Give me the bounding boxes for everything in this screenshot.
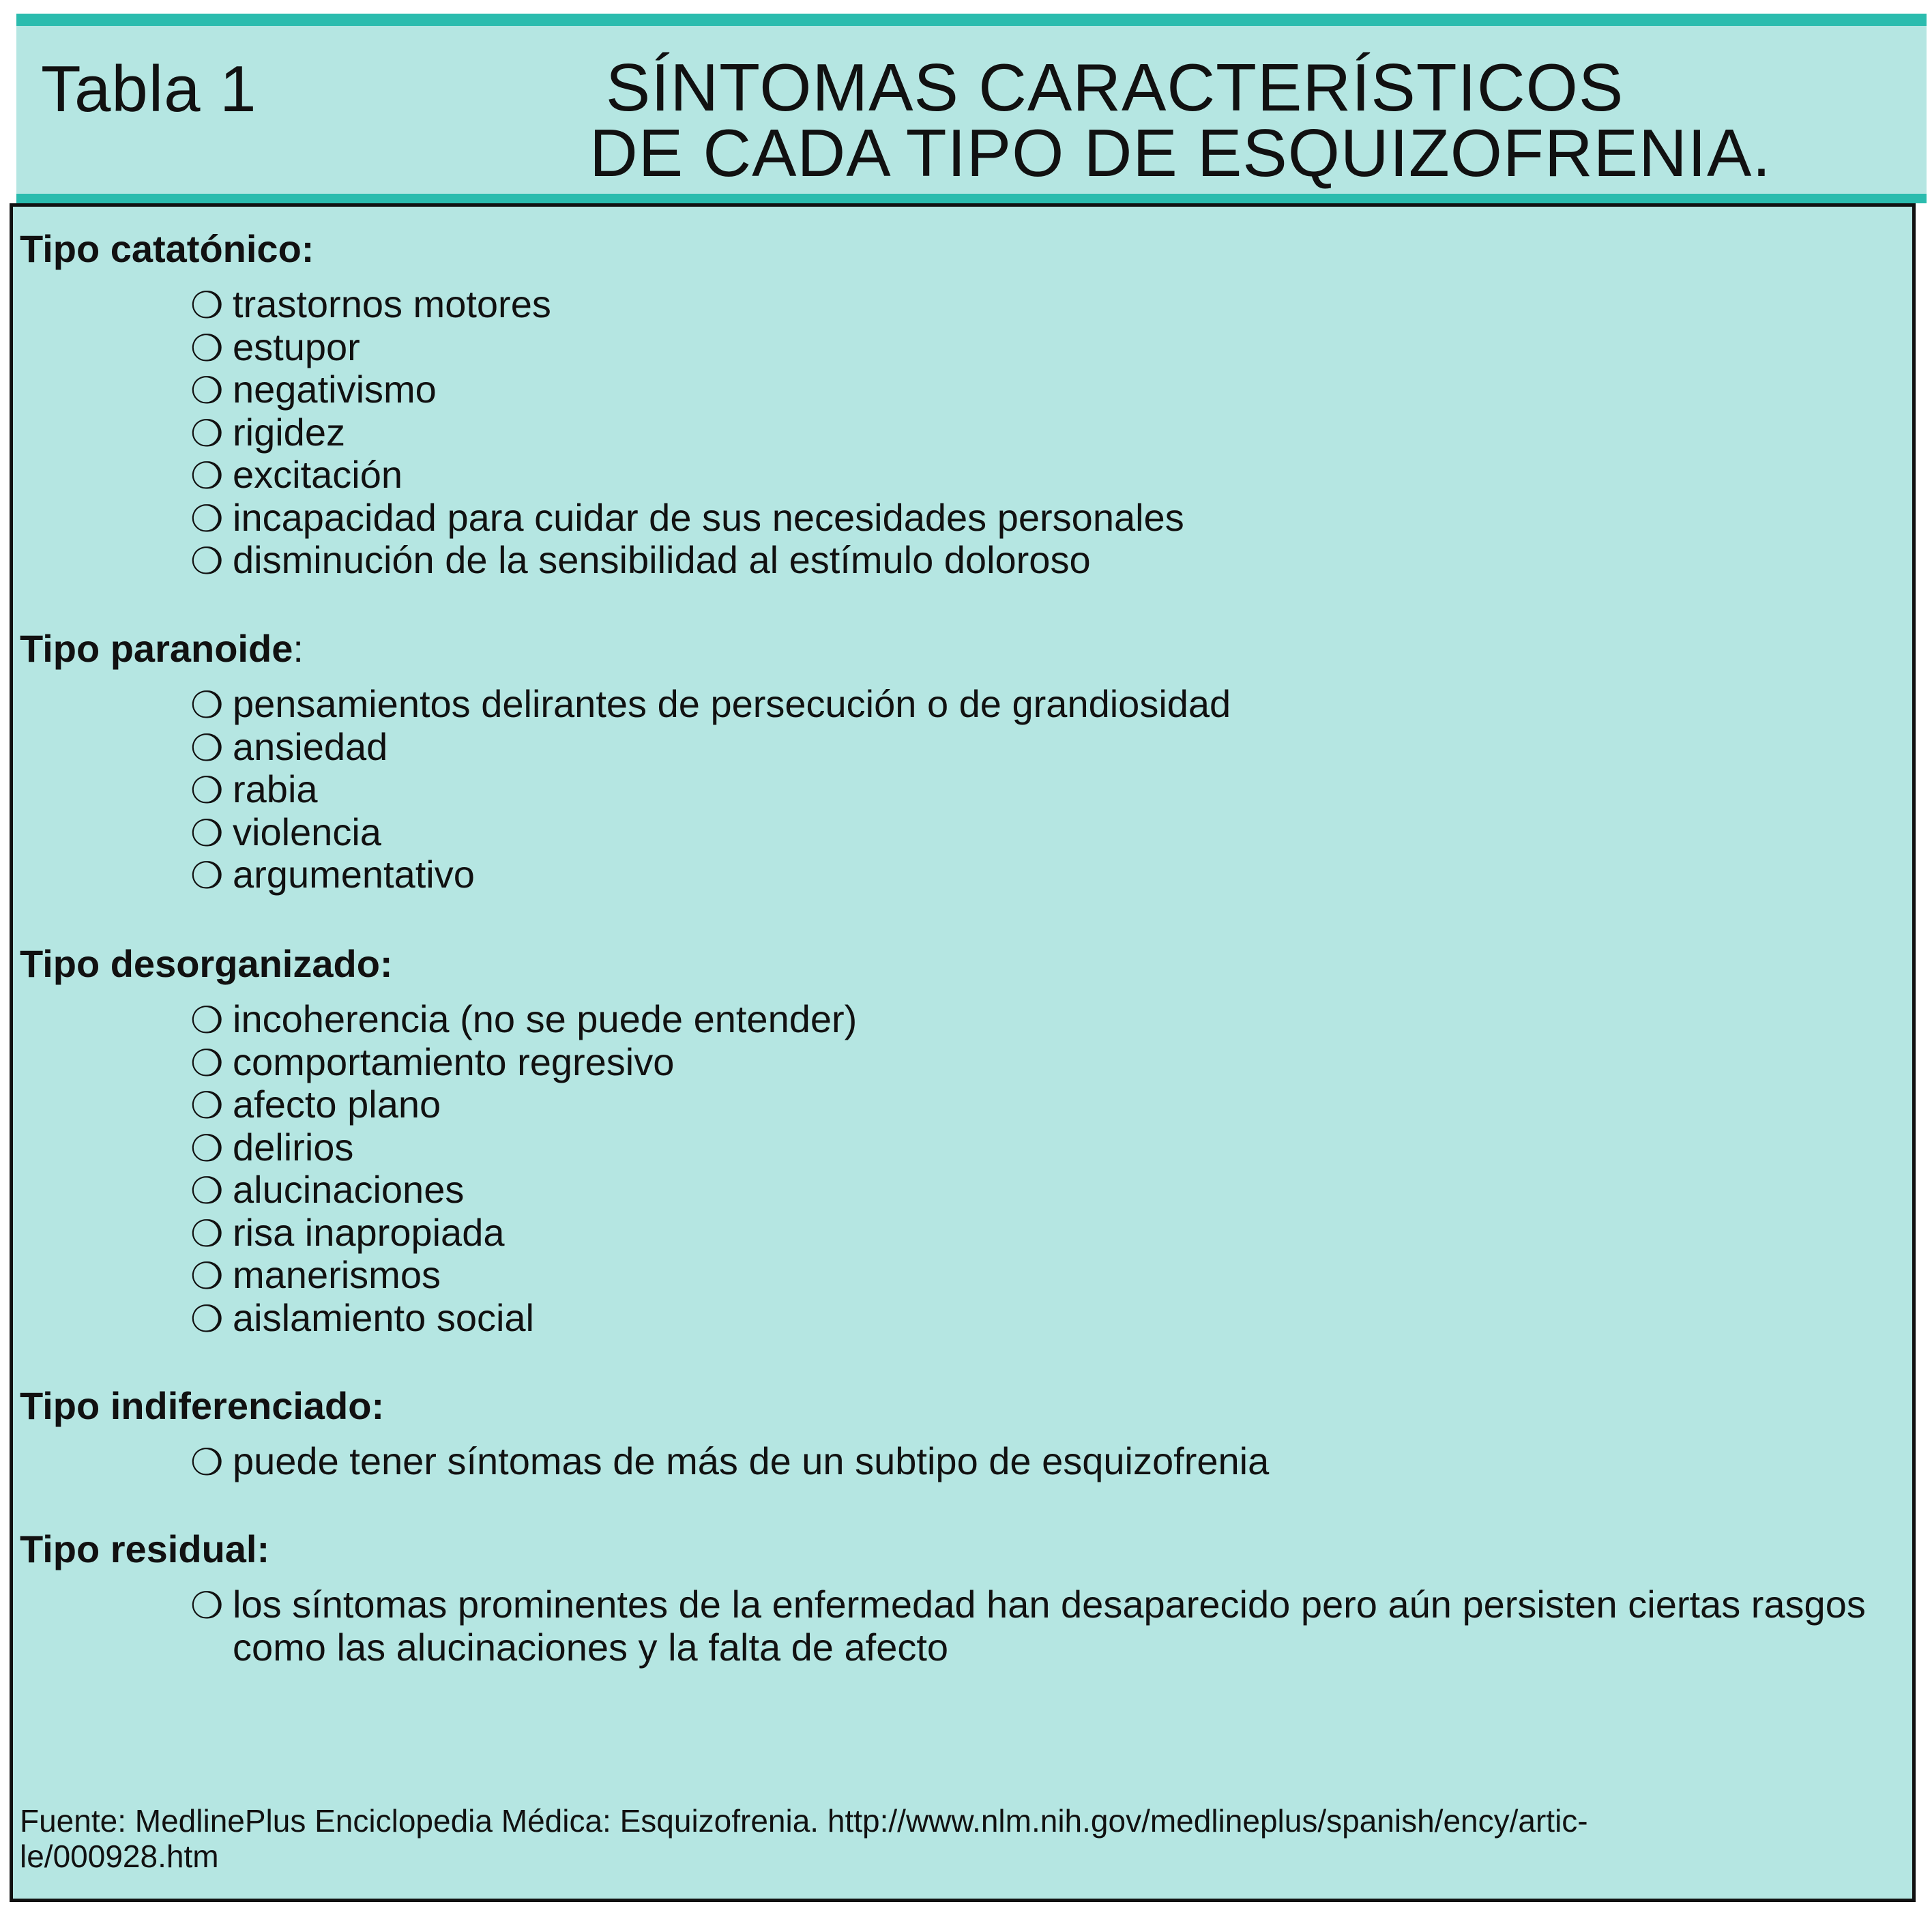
list-item: ❍ comportamiento regresivo	[190, 1040, 675, 1085]
list-item: ❍ rigidez	[190, 410, 345, 455]
table-label: Tabla 1	[41, 53, 257, 126]
circle-bullet-icon: ❍	[190, 1084, 224, 1127]
table-header	[16, 14, 1927, 203]
circle-bullet-icon: ❍	[190, 769, 224, 812]
list-item: ❍ rabia	[190, 767, 318, 812]
list-item: ❍ estupor	[190, 325, 360, 370]
circle-bullet-icon: ❍	[190, 1441, 224, 1484]
list-item: ❍ trastornos motores	[190, 282, 551, 327]
circle-bullet-icon: ❍	[190, 369, 224, 412]
list-item: ❍ incoherencia (no se puede entender)	[190, 997, 858, 1042]
circle-bullet-icon: ❍	[190, 1255, 224, 1298]
list-item: ❍ pensamientos delirantes de persecución o de grandiosidad	[190, 682, 1231, 727]
circle-bullet-icon: ❍	[190, 726, 224, 770]
section-paranoide	[20, 627, 1903, 896]
list-item: ❍ risa inapropiada	[190, 1210, 505, 1255]
section-title: Tipo catatónico:	[20, 227, 314, 270]
circle-bullet-icon: ❍	[190, 411, 224, 455]
list-item: ❍ delirios	[190, 1125, 354, 1170]
table-title-line-2: DE CADA TIPO DE ESQUIZOFRENIA.	[589, 115, 1772, 190]
section-catatonico	[20, 227, 1903, 582]
section-title: Tipo paranoide:	[20, 627, 304, 670]
circle-bullet-icon: ❍	[190, 684, 224, 727]
circle-bullet-icon: ❍	[190, 999, 224, 1042]
section-title: Tipo desorganizado:	[20, 942, 393, 985]
table-title	[589, 50, 1772, 190]
list-item: ❍ violencia	[190, 810, 381, 855]
table-body	[10, 203, 1916, 1902]
section-title: Tipo residual:	[20, 1527, 270, 1570]
circle-bullet-icon: ❍	[190, 1584, 224, 1627]
list-item: ❍ manerismos	[190, 1253, 441, 1298]
circle-bullet-icon: ❍	[190, 326, 224, 370]
circle-bullet-icon: ❍	[190, 811, 224, 855]
circle-bullet-icon: ❍	[190, 854, 224, 897]
section-desorganizado	[20, 942, 1903, 1339]
list-item: ❍ argumentativo	[190, 853, 475, 897]
list-item: ❍ ansiedad	[190, 725, 388, 770]
symptom-list	[20, 998, 1903, 1339]
list-item: ❍ afecto plano	[190, 1083, 441, 1127]
list-item: ❍ alucinaciones	[190, 1168, 465, 1212]
circle-bullet-icon: ❍	[190, 1212, 224, 1255]
circle-bullet-icon: ❍	[190, 1041, 224, 1085]
section-residual	[20, 1527, 1903, 1669]
source-citation: Fuente: MedlinePlus Enciclopedia Médica: Esquizofrenia. http://www.nlm.nih.gov/medlineplus/spanish/ency/artic-le/000928.htm	[20, 1803, 1588, 1874]
symptom-list	[20, 683, 1903, 896]
list-item: ❍ puede tener síntomas de más de un subtipo de esquizofrenia	[190, 1439, 1270, 1484]
table-title-line-1: SÍNTOMAS CARACTERÍSTICOS	[605, 50, 1624, 125]
circle-bullet-icon: ❍	[190, 284, 224, 327]
section-indiferenciado	[20, 1384, 1903, 1483]
circle-bullet-icon: ❍	[190, 540, 224, 583]
circle-bullet-icon: ❍	[190, 1297, 224, 1341]
circle-bullet-icon: ❍	[190, 497, 224, 540]
circle-bullet-icon: ❍	[190, 1169, 224, 1212]
circle-bullet-icon: ❍	[190, 454, 224, 497]
symptom-list	[20, 283, 1903, 582]
section-title: Tipo indiferenciado:	[20, 1384, 385, 1427]
list-item: ❍ disminución de la sensibilidad al estímulo doloroso	[190, 538, 1091, 583]
symptom-list	[20, 1440, 1903, 1483]
symptom-list	[20, 1583, 1903, 1669]
list-item: ❍ negativismo	[190, 368, 437, 412]
circle-bullet-icon: ❍	[190, 1126, 224, 1170]
list-item: ❍ aislamiento social	[190, 1296, 534, 1341]
list-item: ❍ los síntomas prominentes de la enfermedad han desaparecido pero aún persisten ciertas rasgos como las alucinaciones y la falta de afecto	[190, 1583, 1866, 1669]
list-item: ❍ excitación	[190, 453, 403, 497]
list-item: ❍ incapacidad para cuidar de sus necesidades personales	[190, 495, 1184, 540]
